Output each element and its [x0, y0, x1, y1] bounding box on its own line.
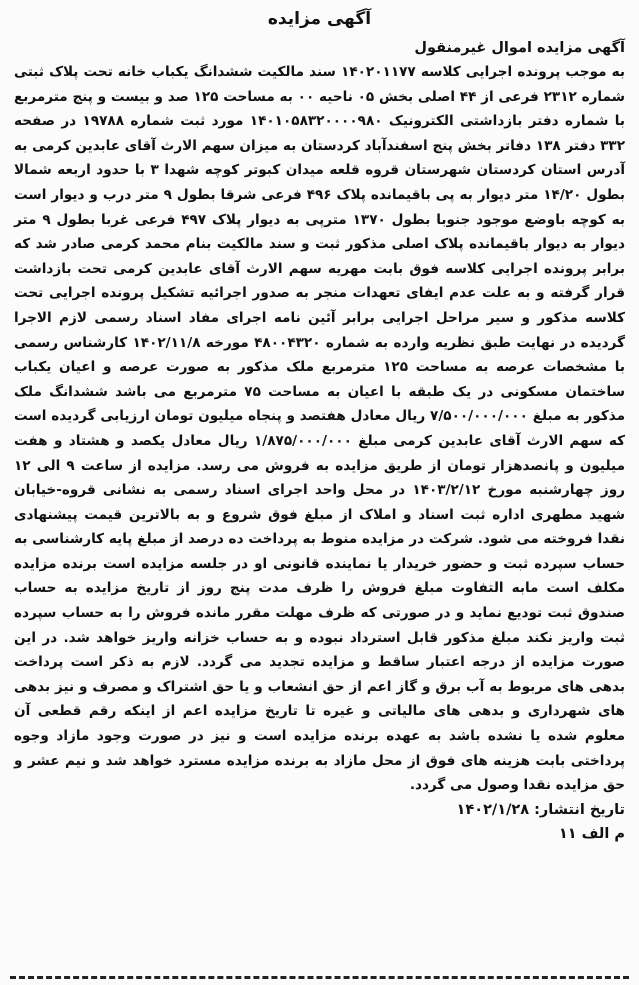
- notice-title: آگهی مزایده: [267, 9, 372, 29]
- notice-body: به موجب پرونده اجرایی کلاسه ۱۴۰۲۰۱۱۷۷ سند مالکیت ششدانگ یکباب خانه تحت پلاک ثبتی شماره ۲۳۱۲ فرعی از ۴۴ اصلی بخش ۰۵ ناحیه ۰۰ به مساحت ۱۲۵ صد و بیست و پنج مترمربع با شماره دفتر بازداشتی الکترونیک ۱۴۰۱۰۵۸۳۲۰۰۰۰۹۸۰ مورد ثبت شماره ۱۹۷۸۸ در صفحه ۳۳۲ دفتر ۱۳۸ دفاتر بخش پنج اسفندآباد کردستان به میزان سهم الارث آقای عابدین کرمی به آدرس استان کردستان شهرستان قروه قلعه میدان کبوتر کوچه شهدا ۳ با حدود اربعه شمالا بطول ۱۴/۲۰ متر دیوار به پی باقیمانده پلاک ۴۹۶ فرعی شرقا بطول ۹ متر درب و دیوار است به کوچه باوضع موجود جنوبا بطول ۱۳۷۰ مترپی به دیوار پلاک ۴۹۷ فرعی غربا بطول ۹ متر دیوار به دیوار باقیمانده پلاک اصلی مذکور ثبت و سند مالکیت بنام محمد کرمی صادر شد که برابر پرونده اجرایی کلاسه فوق بابت مهریه سهم الارث آقای عابدین کرمی تحت بازداشت قرار گرفته و به علت عدم ایفای تعهدات منجر به صدور اجرائیه تشکیل پرونده اجرایی تحت کلاسه مذکور و سیر مراحل اجرایی برابر آئین نامه اجرای مفاد اسناد رسمی لازم الاجرا گردیده در نهایت طبق نظریه وارده به شماره ۴۸۰۰۴۳۲۰ مورخه ۱۴۰۲/۱۱/۸ کارشناس رسمی با مشخصات عرصه به مساحت ۱۲۵ مترمربع ملک مذکور به صورت عرصه و اعیان یکباب ساختمان مسکونی در یک طبقه با اعیان به مساحت ۷۵ مترمربع می باشد ششدانگ ملک مذکور به مبلغ ۷/۵۰۰/۰۰۰/۰۰۰ ریال معادل هفتصد و پنجاه میلیون تومان ارزیابی گردیده است که سهم الارث آقای عابدین کرمی مبلغ ۱/۸۷۵/۰۰۰/۰۰۰ ریال معادل یکصد و هشتاد و هفت میلیون و پانصدهزار تومان از طریق مزایده به فروش می رسد. مزایده از ساعت ۹ الی ۱۲ روز چهارشنبه مورخ ۱۴۰۳/۲/۱۲ در محل واحد اجرای اسناد رسمی به نشانی قروه-خیابان شهید مطهری اداره ثبت اسناد و املاک از مبلغ فوق شروع و به بالاترین قیمت پیشنهادی نقدا فروخته می شود. شرکت در مزایده منوط به پرداخت ده درصد از مبلغ پایه کارشناسی به حساب سپرده ثبت و حضور خریدار یا نماینده قانونی او در جلسه مزایده است برنده مزایده مکلف است مابه التفاوت مبلغ فروش را ظرف مدت پنج روز از تاریخ مزایده به حساب صندوق ثبت تودیع نماید و در صورتی که ظرف مهلت مقرر مانده فروش را به حساب سپرده ثبت واریز نکند مبلغ مذکور قابل استرداد نبوده و به حساب خزانه واریز خواهد شد. در این صورت مزایده از درجه اعتبار ساقط و مزایده تجدید می گردد. لازم به ذکر است پرداخت بدهی های مربوط به آب برق و گاز اعم از حق انشعاب و یا حق اشتراک و مصرف و نیز بدهی های شهرداری و بدهی های مالیاتی و غیره تا تاریخ مزایده اعم از اینکه رقم قطعی آن معلوم شده یا نشده باشد به عهده برنده مزایده است و نیز در صورت وجود مازاد وجوه پرداختی بابت هزینه های فوق از محل مازاد به برنده مزایده مسترد خواهد شد و نیم عشر و حق مزایده نقدا وصول می گردد.: [14, 64, 626, 794]
- bottom-divider: [10, 976, 629, 979]
- publish-date: تاریخ انتشار: ۱۴۰۲/۱/۲۸: [456, 801, 625, 818]
- notice-subtitle: آگهی مزایده اموال غیرمنقول: [414, 40, 625, 56]
- notice-code: م الف ۱۱: [558, 825, 625, 842]
